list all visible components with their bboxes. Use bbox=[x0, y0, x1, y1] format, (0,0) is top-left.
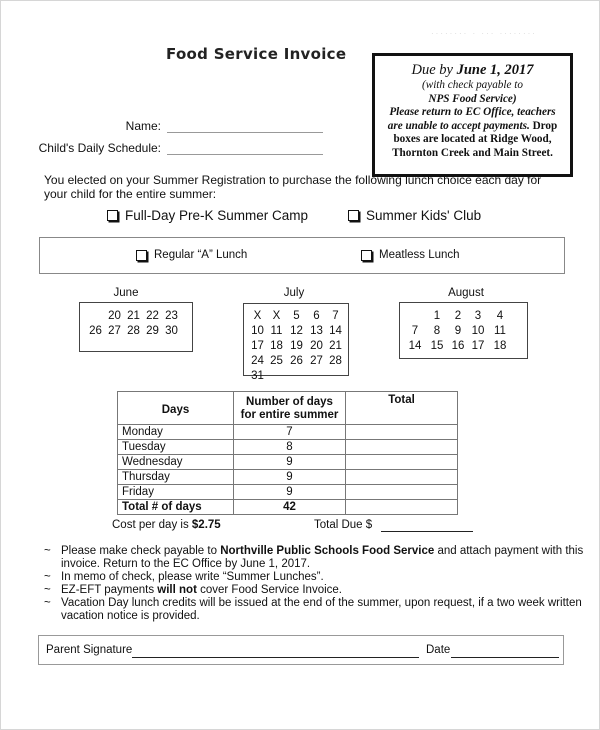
checkbox-icon[interactable] bbox=[107, 210, 118, 221]
august-calendar bbox=[399, 302, 528, 359]
date-cell: 26 bbox=[89, 325, 102, 337]
date-cell: 19 bbox=[290, 340, 303, 352]
faint-header-text: ········ · ··· ········ bbox=[431, 29, 537, 38]
checkbox-icon[interactable] bbox=[348, 210, 359, 221]
due-line-5-bold: Drop bbox=[529, 119, 558, 132]
checkbox-icon[interactable] bbox=[361, 250, 372, 261]
july-calendar bbox=[243, 303, 349, 382]
date-cell: 27 bbox=[310, 355, 323, 367]
schedule-label: Child's Daily Schedule: bbox=[38, 141, 161, 155]
note-text: cover Food Service Invoice. bbox=[196, 584, 342, 596]
program-label: Summer Kids' Club bbox=[366, 208, 482, 223]
date-cell bbox=[86, 309, 105, 324]
date-cell: 6 bbox=[313, 310, 320, 322]
tilde-bullet-icon: ~ bbox=[44, 584, 51, 596]
date-cell: 18 bbox=[493, 340, 507, 352]
date-cell: 29 bbox=[146, 325, 159, 337]
date-cell: 8 bbox=[433, 325, 441, 337]
due-line-6: boxes are located at Ridge Wood, bbox=[393, 133, 552, 146]
august-grid bbox=[404, 309, 512, 354]
table-total-row bbox=[118, 500, 458, 515]
note-text: EZ-EFT payments bbox=[61, 584, 158, 596]
table-row bbox=[118, 440, 458, 455]
date-cell: 21 bbox=[127, 310, 140, 322]
date-cell: 17 bbox=[251, 340, 264, 352]
date-cell: 26 bbox=[290, 355, 303, 367]
count-cell: 7 bbox=[234, 425, 346, 440]
total-cell[interactable] bbox=[346, 470, 458, 485]
date-cell bbox=[404, 309, 426, 324]
date-cell: 5 bbox=[293, 310, 300, 322]
program-option-kids-club[interactable] bbox=[348, 208, 481, 223]
date-cell: 28 bbox=[329, 355, 342, 367]
date-cell: 24 bbox=[251, 355, 264, 367]
due-line-3: NPS Food Service) bbox=[428, 92, 517, 105]
day-cell: Friday bbox=[118, 485, 234, 500]
instruction-item bbox=[44, 584, 584, 597]
cost-value: $2.75 bbox=[191, 519, 221, 531]
july-label: July bbox=[283, 287, 305, 299]
day-cell: Wednesday bbox=[118, 455, 234, 470]
table-row bbox=[118, 425, 458, 440]
note-text: Please make check payable to bbox=[61, 545, 221, 557]
due-notice-box bbox=[372, 53, 573, 177]
june-label: June bbox=[113, 287, 139, 299]
date-cell bbox=[286, 369, 307, 384]
date-cell: 30 bbox=[165, 325, 178, 337]
header-total: Total bbox=[346, 392, 458, 425]
date-cell: 20 bbox=[310, 340, 323, 352]
schedule-field[interactable] bbox=[167, 153, 323, 155]
august-label: August bbox=[448, 287, 484, 299]
due-line-5-italic: are unable to accept payments. bbox=[387, 119, 530, 132]
note-text: In memo of check, please write “Summer Lunches”. bbox=[61, 571, 324, 583]
date-cell bbox=[326, 369, 345, 384]
lunch-label: Meatless Lunch bbox=[379, 249, 460, 261]
date-cell: 7 bbox=[332, 310, 339, 322]
parent-signature-label: Parent Signature bbox=[46, 644, 133, 656]
due-line-7: Thornton Creek and Main Street. bbox=[392, 146, 553, 159]
tilde-bullet-icon: ~ bbox=[44, 571, 51, 583]
total-due-label: Total Due $ bbox=[314, 519, 373, 531]
date-cell bbox=[307, 369, 326, 384]
program-label: Full-Day Pre-K Summer Camp bbox=[125, 208, 309, 223]
day-cell: Tuesday bbox=[118, 440, 234, 455]
date-cell: 31 bbox=[251, 370, 264, 382]
date-cell: 25 bbox=[270, 355, 283, 367]
grand-total-cell[interactable] bbox=[346, 500, 458, 515]
date-cell: 28 bbox=[127, 325, 140, 337]
instruction-item bbox=[44, 545, 584, 571]
total-days-count: 42 bbox=[234, 500, 346, 515]
due-line bbox=[375, 62, 570, 79]
july-grid bbox=[248, 309, 345, 384]
table-row bbox=[118, 485, 458, 500]
date-field[interactable] bbox=[451, 657, 559, 658]
due-prefix: Due by bbox=[411, 62, 457, 78]
date-cell: 15 bbox=[430, 340, 444, 352]
count-cell: 9 bbox=[234, 455, 346, 470]
day-cell: Monday bbox=[118, 425, 234, 440]
date-cell: 1 bbox=[433, 310, 441, 322]
date-cell: 14 bbox=[329, 325, 342, 337]
note-bold: will not bbox=[157, 584, 197, 596]
date-cell: 14 bbox=[408, 340, 422, 352]
date-cell: 7 bbox=[411, 325, 419, 337]
tilde-bullet-icon: ~ bbox=[44, 597, 51, 609]
june-grid bbox=[86, 309, 181, 339]
date-cell: X bbox=[253, 310, 262, 322]
lunch-label: Regular “A” Lunch bbox=[154, 249, 248, 261]
header-number-of-days bbox=[234, 392, 346, 425]
table-row bbox=[118, 470, 458, 485]
lunch-option-regular[interactable] bbox=[136, 249, 247, 261]
tilde-bullet-icon: ~ bbox=[44, 545, 51, 557]
due-line-5 bbox=[375, 120, 570, 134]
total-cell[interactable] bbox=[346, 440, 458, 455]
total-cell[interactable] bbox=[346, 455, 458, 470]
date-cell: 11 bbox=[270, 325, 283, 337]
note-text: and attach payment with this invoice. Return to the EC Office by June 1, 2017. bbox=[61, 545, 584, 570]
cost-label: Cost per day is bbox=[112, 519, 192, 531]
date-cell: 2 bbox=[454, 310, 462, 322]
date-cell: 21 bbox=[329, 340, 342, 352]
date-cell: 20 bbox=[108, 310, 121, 322]
day-cell: Thursday bbox=[118, 470, 234, 485]
page-title: Food Service Invoice bbox=[166, 45, 347, 63]
date-cell bbox=[267, 369, 286, 384]
table-header-row bbox=[118, 392, 458, 425]
count-cell: 8 bbox=[234, 440, 346, 455]
due-line-4: Please return to EC Office, teachers bbox=[389, 106, 556, 119]
instruction-item bbox=[44, 571, 584, 584]
date-label: Date bbox=[426, 644, 451, 656]
header-days: Days bbox=[118, 392, 234, 425]
due-date: June 1, 2017 bbox=[456, 62, 534, 78]
date-cell: 16 bbox=[451, 340, 465, 352]
days-table bbox=[117, 391, 458, 515]
parent-signature-field[interactable] bbox=[132, 657, 419, 658]
note-bold: Northville Public Schools Food Service bbox=[220, 545, 435, 557]
date-cell: 27 bbox=[108, 325, 121, 337]
due-line-2: (with check payable to bbox=[422, 79, 523, 91]
header-line-2: for entire summer bbox=[240, 408, 339, 421]
date-cell: 18 bbox=[270, 340, 283, 352]
date-cell: 10 bbox=[471, 325, 485, 337]
date-cell: 3 bbox=[474, 310, 482, 322]
instructions-list bbox=[44, 545, 584, 623]
header-line-1: Number of days bbox=[246, 395, 333, 408]
instruction-item bbox=[44, 597, 584, 623]
date-cell: 12 bbox=[290, 325, 303, 337]
program-option-prek[interactable] bbox=[107, 208, 308, 223]
count-cell: 9 bbox=[234, 470, 346, 485]
date-cell: 9 bbox=[454, 325, 462, 337]
date-cell: 17 bbox=[471, 340, 485, 352]
cost-per-day bbox=[112, 519, 221, 531]
date-cell: 22 bbox=[146, 310, 159, 322]
total-days-label: Total # of days bbox=[118, 500, 234, 515]
total-cell[interactable] bbox=[346, 425, 458, 440]
date-cell: 4 bbox=[496, 310, 504, 322]
name-label: Name: bbox=[125, 119, 161, 133]
table-row bbox=[118, 455, 458, 470]
date-cell: 11 bbox=[494, 325, 506, 337]
note-text: Vacation Day lunch credits will be issued at the end of the summer, upon request, if a two week written vacation notice is provided. bbox=[61, 597, 582, 622]
date-cell: 23 bbox=[165, 310, 178, 322]
intro-text: You elected on your Summer Registration to purchase the following lunch choice each day for your child for the entire summer: bbox=[44, 173, 542, 201]
total-cell[interactable] bbox=[346, 485, 458, 500]
date-cell: 10 bbox=[251, 325, 264, 337]
date-cell: 13 bbox=[310, 325, 323, 337]
count-cell: 9 bbox=[234, 485, 346, 500]
name-field[interactable] bbox=[167, 131, 323, 133]
checkbox-icon[interactable] bbox=[136, 250, 147, 261]
date-cell: X bbox=[272, 310, 281, 322]
lunch-choice-box bbox=[39, 237, 565, 274]
total-due-field[interactable] bbox=[381, 531, 473, 532]
lunch-option-meatless[interactable] bbox=[361, 249, 460, 261]
june-calendar bbox=[79, 302, 193, 352]
